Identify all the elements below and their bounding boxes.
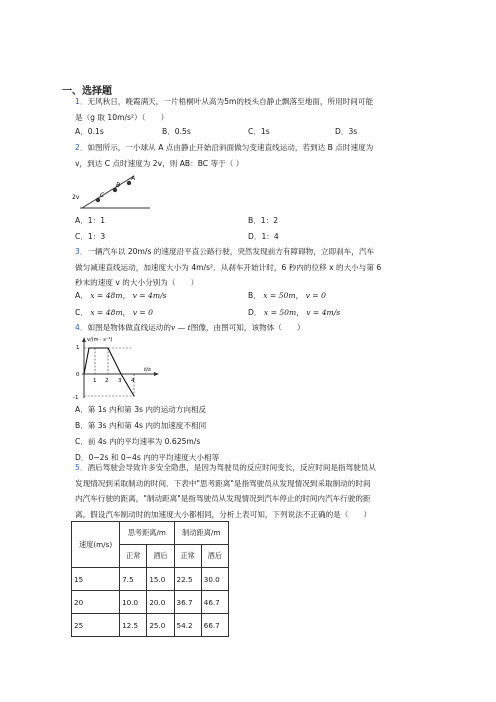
table-cell: 25 bbox=[72, 614, 120, 637]
incline-figure bbox=[72, 170, 154, 212]
question-5-line-3: 内汽车行驶的距离，"制动距离"是指驾驶员从发现情况到汽车停止的时间内汽车行驶的距 bbox=[75, 494, 371, 503]
question-2-option-c[interactable]: C．1：3 bbox=[75, 232, 106, 241]
question-3-option-d[interactable]: D． x = 50m， v = 4m/s bbox=[248, 308, 341, 317]
distance-table bbox=[71, 521, 229, 637]
question-1-line-2: 是（g 取 10m/s²）（ ） bbox=[75, 112, 169, 122]
y-tick-1: 1 bbox=[76, 345, 80, 351]
question-1-option-b[interactable]: B．0.5s bbox=[162, 127, 191, 136]
question-2 bbox=[75, 140, 425, 171]
table-cell: 66.7 bbox=[201, 614, 228, 637]
question-5-line-4: 离，假设汽车制动时的加速度大小都相同，分析上表可知，下列说法不正确的是（ ） bbox=[75, 509, 372, 519]
subheader-drunk: 酒后 bbox=[147, 545, 174, 568]
option-x-value: x = 48m bbox=[90, 308, 123, 317]
x-axis-arrow bbox=[154, 372, 159, 376]
table-cell: 25.0 bbox=[147, 614, 174, 637]
subheader-drunk: 酒后 bbox=[201, 545, 228, 568]
label-2v: 2v bbox=[72, 194, 80, 201]
table-row bbox=[72, 591, 229, 614]
question-4-option-d[interactable]: D．0~2s 和 0~4s 内的平均速度大小相等 bbox=[75, 453, 220, 462]
question-1-option-c[interactable]: C．1s bbox=[248, 127, 270, 136]
question-2-option-d[interactable]: D．1：4 bbox=[248, 232, 279, 241]
question-5-number: 5． bbox=[75, 463, 88, 472]
option-letter: D． bbox=[248, 308, 262, 317]
question-1-option-d[interactable]: D．3s bbox=[335, 127, 358, 136]
header-brake-distance: 制动距离/m bbox=[174, 522, 228, 545]
question-3-line-2: 做匀减速直线运动，加速度大小为 4m/s²．从刹车开始计时，6 秒内的位移 x 的大小与第 6 bbox=[75, 262, 382, 272]
option-letter: A． bbox=[75, 291, 88, 300]
question-3-option-b[interactable]: B． x = 50m， v = 0 bbox=[248, 291, 326, 300]
question-5-line-2: 发现情况到采取制动的时间．下表中"思考距离"是指驾驶员从发现情况到采取制动的时间 bbox=[75, 478, 371, 488]
table-cell: 22.5 bbox=[174, 568, 201, 591]
vt-graph bbox=[72, 334, 162, 402]
table-cell: 54.2 bbox=[174, 614, 201, 637]
table-cell: 12.5 bbox=[120, 614, 147, 637]
question-4-option-a[interactable]: A．第 1s 内和第 3s 内的运动方向相反 bbox=[75, 405, 207, 414]
y-axis-arrow bbox=[82, 337, 86, 342]
table-cell: 20.0 bbox=[147, 591, 174, 614]
option-letter: C． bbox=[75, 308, 88, 317]
question-1-number: 1． bbox=[75, 97, 88, 106]
question-3-option-c[interactable]: C． x = 48m， v = 0 bbox=[75, 308, 153, 317]
x-tick-1: 1 bbox=[93, 378, 97, 384]
table-cell: 10.0 bbox=[120, 591, 147, 614]
subheader-normal: 正常 bbox=[174, 545, 201, 568]
question-4-stem-math: v — t bbox=[170, 323, 191, 332]
question-3-number: 3． bbox=[75, 247, 88, 256]
option-x-value: x = 48m bbox=[90, 291, 123, 300]
table-row bbox=[72, 568, 229, 591]
question-2-option-b[interactable]: B．1：2 bbox=[248, 216, 279, 225]
x-tick-2: 2 bbox=[105, 378, 109, 384]
question-4-number: 4． bbox=[75, 323, 88, 332]
table-cell: 30.0 bbox=[201, 568, 228, 591]
question-5 bbox=[75, 460, 425, 522]
option-v-value: v = 0 bbox=[132, 308, 153, 317]
table-cell: 20 bbox=[72, 591, 120, 614]
question-3 bbox=[75, 244, 425, 291]
question-2-number: 2． bbox=[75, 143, 88, 152]
option-v-value: v = 4m/s bbox=[132, 291, 167, 300]
label-a: A bbox=[131, 175, 136, 182]
question-4-stem-b: 图像，由图可知，该物体（ ） bbox=[190, 323, 305, 332]
table-cell: 7.5 bbox=[120, 568, 147, 591]
table-header-row bbox=[72, 522, 229, 545]
label-b: B bbox=[116, 182, 121, 189]
header-speed: 速度(m/s) bbox=[72, 522, 120, 568]
question-5-line-1: 酒后驾驶会导致许多安全隐患，是因为驾驶员的反应时间变长，反应时间是指驾驶员从 bbox=[87, 463, 376, 472]
question-1-line-1: 无风秋日，晚霞满天，一片梧桐叶从高为5m的枝头自静止飘落至地面，所用时间可能 bbox=[87, 97, 374, 106]
question-3-line-1: 一辆汽车以 20m/s 的速度沿平直公路行驶，突然发现前方有障碍物，立即刹车，汽车 bbox=[87, 247, 375, 256]
question-1-option-a[interactable]: A．0.1s bbox=[75, 127, 104, 136]
table-cell: 36.7 bbox=[174, 591, 201, 614]
question-2-line-1: 如图所示，一小球从 A 点由静止开始沿斜面做匀变速直线运动，若到达 B 点时速度为 bbox=[87, 143, 374, 152]
question-4-option-c[interactable]: C．前 4s 内的平均速率为 0.625m/s bbox=[75, 437, 201, 446]
option-v-value: v = 0 bbox=[305, 291, 326, 300]
x-axis-label: t/s bbox=[144, 367, 151, 373]
header-think-distance: 思考距离/m bbox=[120, 522, 174, 545]
question-4-option-b[interactable]: B．第 3s 内和第 4s 内的加速度不相同 bbox=[75, 421, 207, 430]
question-3-line-3: 秒末的速度 v 的大小分别为（ ） bbox=[75, 278, 199, 287]
y-tick-0: 0 bbox=[76, 372, 80, 378]
option-letter: B． bbox=[248, 291, 261, 300]
subheader-normal: 正常 bbox=[120, 545, 147, 568]
y-axis-label: v/(m · s⁻¹) bbox=[87, 337, 113, 343]
question-4-stem-a: 如图是物体做直线运动的 bbox=[87, 323, 171, 332]
vt-curve bbox=[84, 348, 134, 396]
question-1 bbox=[75, 94, 425, 125]
table-cell: 46.7 bbox=[201, 591, 228, 614]
y-tick-neg1: -1 bbox=[73, 395, 79, 401]
label-c: C bbox=[100, 192, 105, 199]
table-row bbox=[72, 614, 229, 637]
incline-slope-line bbox=[82, 176, 134, 208]
question-2-line-2: v，到达 C 点时速度为 2v，则 AB：BC 等于（ ） bbox=[75, 158, 244, 168]
table-cell: 15 bbox=[72, 568, 120, 591]
table-cell: 15.0 bbox=[147, 568, 174, 591]
option-v-value: v = 4m/s bbox=[306, 308, 341, 317]
x-tick-4: 4 bbox=[131, 378, 135, 384]
option-x-value: x = 50m bbox=[263, 308, 297, 317]
question-3-option-a[interactable]: A． x = 48m， v = 4m/s bbox=[75, 291, 167, 300]
section-title: 一、选择题 bbox=[62, 86, 112, 97]
x-tick-3: 3 bbox=[118, 378, 122, 384]
option-x-value: x = 50m bbox=[263, 291, 296, 300]
question-2-option-a[interactable]: A．1：1 bbox=[75, 216, 106, 225]
